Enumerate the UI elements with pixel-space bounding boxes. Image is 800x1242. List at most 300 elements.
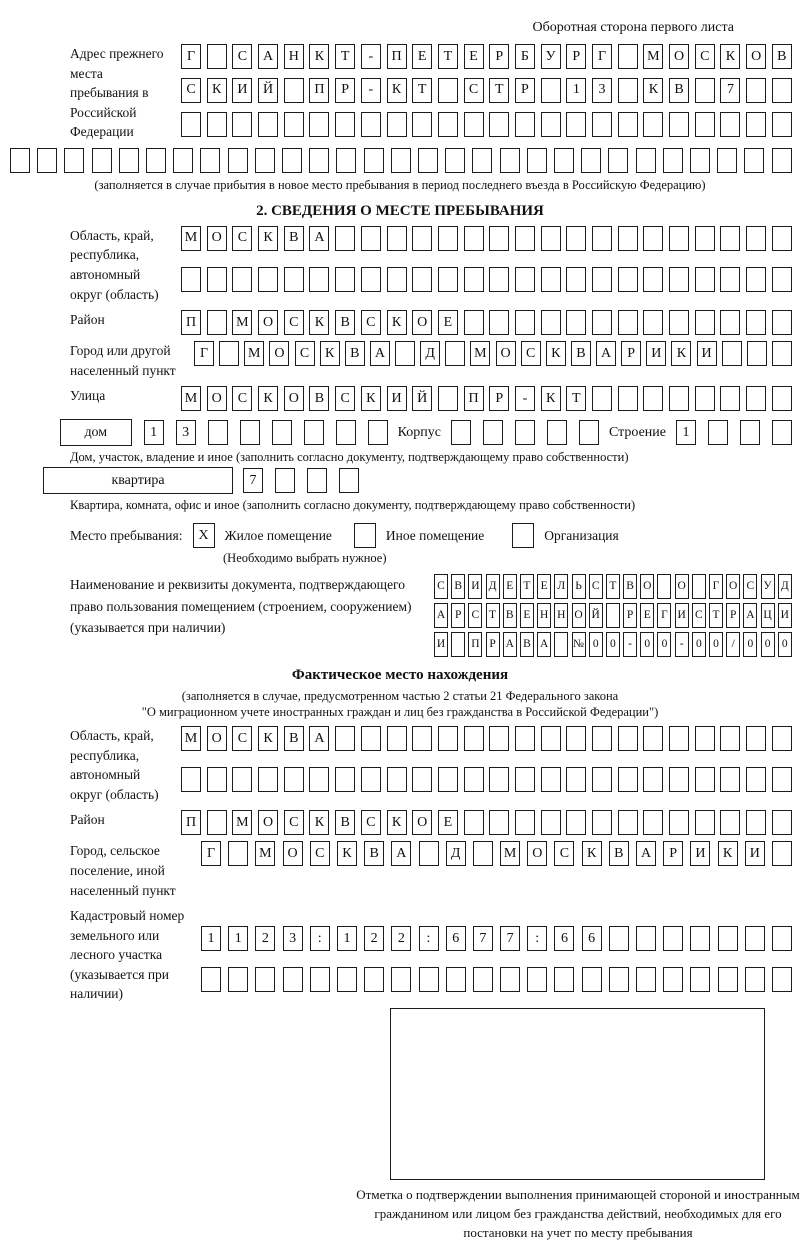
- char-cell: [746, 267, 766, 292]
- char-cell: С: [181, 78, 201, 103]
- char-cell: [566, 310, 586, 335]
- char-cell: Г: [657, 603, 671, 628]
- char-cell: [451, 632, 465, 657]
- char-cell: Д: [420, 341, 440, 366]
- char-cell: [335, 112, 355, 137]
- char-cell: К: [320, 341, 340, 366]
- char-cell: [515, 420, 535, 445]
- char-cell: А: [503, 632, 517, 657]
- char-cell: 0: [640, 632, 654, 657]
- char-cell: -: [361, 44, 381, 69]
- char-cell: [592, 112, 612, 137]
- char-cell: [692, 574, 706, 599]
- char-cell: [255, 148, 275, 173]
- char-cell: [336, 148, 356, 173]
- char-cell: В: [669, 78, 689, 103]
- char-cell: Е: [438, 810, 458, 835]
- char-cell: В: [451, 574, 465, 599]
- prev-address-note: (заполняется в случае прибытия в новое место пребывания в период последнего въезда в Российскую Федерацию): [94, 177, 706, 192]
- char-cell: [581, 148, 601, 173]
- char-cell: Ь: [572, 574, 586, 599]
- char-cell: [657, 574, 671, 599]
- char-cell: [489, 310, 509, 335]
- actual-location-note-1: (заполняется в случае, предусмотренном частью 2 статьи 21 Федерального закона: [181, 689, 619, 704]
- char-cell: [746, 310, 766, 335]
- char-cell: Г: [592, 44, 612, 69]
- char-cell: Т: [606, 574, 620, 599]
- char-cell: В: [520, 632, 534, 657]
- cadastral-row-2: [201, 967, 792, 1004]
- char-cell: 0: [589, 632, 603, 657]
- char-cell: И: [387, 386, 407, 411]
- prev-address-row-3: [181, 112, 792, 142]
- char-cell: [208, 420, 228, 445]
- char-cell: О: [207, 226, 227, 251]
- char-cell: [720, 810, 740, 835]
- char-cell: :: [310, 926, 330, 951]
- char-cell: [361, 112, 381, 137]
- char-cell: П: [181, 810, 201, 835]
- char-cell: К: [718, 841, 738, 866]
- char-cell: [255, 967, 275, 992]
- char-cell: [284, 267, 304, 292]
- actual-location-note-2: "О миграционном учете иностранных граждан и лиц без гражданства в Российской Федерации"): [141, 705, 659, 720]
- char-cell: О: [669, 44, 689, 69]
- char-cell: Е: [412, 44, 432, 69]
- char-cell: С: [361, 810, 381, 835]
- char-cell: [37, 148, 57, 173]
- char-cell: [181, 112, 201, 137]
- char-cell: К: [671, 341, 691, 366]
- char-cell: И: [778, 603, 792, 628]
- char-cell: [669, 386, 689, 411]
- char-cell: К: [541, 386, 561, 411]
- region-row-1: [181, 226, 792, 263]
- char-cell: С: [692, 603, 706, 628]
- char-cell: [207, 267, 227, 292]
- char-cell: К: [258, 386, 278, 411]
- char-cell: О: [746, 44, 766, 69]
- stay-option-organization-label: Организация: [544, 527, 619, 543]
- char-cell: [240, 420, 260, 445]
- char-cell: А: [596, 341, 616, 366]
- char-cell: [636, 148, 656, 173]
- char-cell: [387, 226, 407, 251]
- char-cell: Т: [438, 44, 458, 69]
- char-cell: А: [434, 603, 448, 628]
- char-cell: [207, 112, 227, 137]
- char-cell: К: [258, 726, 278, 751]
- char-cell: О: [269, 341, 289, 366]
- street-block: [70, 386, 792, 411]
- char-cell: [618, 112, 638, 137]
- apartment-box-label: квартира: [43, 467, 233, 494]
- char-cell: А: [309, 726, 329, 751]
- char-cell: [464, 310, 484, 335]
- char-cell: [391, 148, 411, 173]
- char-cell: [500, 148, 520, 173]
- char-cell: В: [335, 310, 355, 335]
- char-cell: [618, 78, 638, 103]
- char-cell: С: [589, 574, 603, 599]
- char-cell: [515, 267, 535, 292]
- actual-district-block: [70, 810, 792, 835]
- char-cell: В: [609, 841, 629, 866]
- char-cell: О: [258, 310, 278, 335]
- char-cell: С: [232, 226, 252, 251]
- char-cell: [92, 148, 112, 173]
- char-cell: [364, 967, 384, 992]
- char-cell: [669, 112, 689, 137]
- region-block: [70, 226, 792, 304]
- char-cell: [772, 767, 792, 792]
- char-cell: [772, 386, 792, 411]
- apartment-note: Квартира, комната, офис и иное (заполнить согласно документу, подтверждающему право собственности): [70, 498, 636, 513]
- char-cell: [720, 386, 740, 411]
- char-cell: [592, 267, 612, 292]
- cadastral-label: Кадастровый номер земельного или лесного участка (указывается при наличии): [70, 908, 185, 1002]
- char-cell: Р: [623, 603, 637, 628]
- char-cell: [412, 112, 432, 137]
- char-cell: [579, 420, 599, 445]
- char-cell: 7: [720, 78, 740, 103]
- char-cell: 1: [566, 78, 586, 103]
- actual-region-row-2: [181, 767, 792, 804]
- char-cell: [746, 726, 766, 751]
- char-cell: [464, 767, 484, 792]
- char-cell: Д: [778, 574, 792, 599]
- char-cell: И: [646, 341, 666, 366]
- char-cell: [643, 810, 663, 835]
- char-cell: [337, 967, 357, 992]
- char-cell: [387, 267, 407, 292]
- char-cell: [119, 148, 139, 173]
- char-cell: [592, 310, 612, 335]
- char-cell: [207, 810, 227, 835]
- char-cell: [527, 148, 547, 173]
- char-cell: [200, 148, 220, 173]
- prev-address-row-1: [181, 44, 792, 74]
- char-cell: И: [434, 632, 448, 657]
- page-header-note: Оборотная сторона первого листа: [532, 20, 734, 35]
- char-cell: [438, 226, 458, 251]
- char-cell: [745, 926, 765, 951]
- char-cell: [618, 44, 638, 69]
- char-cell: О: [527, 841, 547, 866]
- char-cell: К: [309, 810, 329, 835]
- char-cell: [527, 967, 547, 992]
- char-cell: Г: [201, 841, 221, 866]
- char-cell: 2: [364, 926, 384, 951]
- stay-type-row: [70, 523, 792, 548]
- char-cell: [708, 420, 728, 445]
- char-cell: 0: [761, 632, 775, 657]
- document-row-2: [434, 603, 792, 628]
- char-cell: [547, 420, 567, 445]
- confirmation-mark-note: Отметка о подтверждении выполнения принимающей стороной и иностранным гражданином или лицом без гражданства действий, необходимых для его постановки на учет по месту пребывания: [356, 1186, 800, 1240]
- char-cell: [464, 726, 484, 751]
- char-cell: [309, 767, 329, 792]
- char-cell: М: [232, 310, 252, 335]
- char-cell: [772, 810, 792, 835]
- stay-option-organization-checkbox: [512, 523, 534, 548]
- char-cell: [690, 148, 710, 173]
- stay-option-other-label: Иное помещение: [385, 527, 485, 543]
- char-cell: [566, 726, 586, 751]
- char-cell: [304, 420, 324, 445]
- char-cell: [284, 78, 304, 103]
- char-cell: О: [207, 386, 227, 411]
- document-block: [70, 574, 792, 657]
- char-cell: М: [244, 341, 264, 366]
- char-cell: А: [258, 44, 278, 69]
- char-cell: Р: [566, 44, 586, 69]
- char-cell: [695, 726, 715, 751]
- char-cell: [310, 967, 330, 992]
- char-cell: П: [309, 78, 329, 103]
- char-cell: Т: [335, 44, 355, 69]
- char-cell: 7: [500, 926, 520, 951]
- char-cell: [772, 148, 792, 173]
- house-box-label: дом: [60, 419, 132, 446]
- char-cell: С: [554, 841, 574, 866]
- char-cell: А: [391, 841, 411, 866]
- char-cell: [515, 767, 535, 792]
- char-cell: [335, 226, 355, 251]
- stroenie-cells: [676, 420, 792, 445]
- char-cell: [695, 767, 715, 792]
- char-cell: С: [743, 574, 757, 599]
- char-cell: [554, 632, 568, 657]
- char-cell: [173, 148, 193, 173]
- char-cell: [720, 226, 740, 251]
- stay-type-label: Место пребывания:: [70, 527, 183, 543]
- char-cell: [618, 267, 638, 292]
- char-cell: [566, 112, 586, 137]
- char-cell: 1: [337, 926, 357, 951]
- char-cell: Р: [489, 386, 509, 411]
- char-cell: [566, 226, 586, 251]
- char-cell: М: [255, 841, 275, 866]
- char-cell: У: [761, 574, 775, 599]
- char-cell: И: [675, 603, 689, 628]
- char-cell: Н: [537, 603, 551, 628]
- char-cell: [483, 420, 503, 445]
- char-cell: Й: [589, 603, 603, 628]
- char-cell: /: [726, 632, 740, 657]
- char-cell: [690, 926, 710, 951]
- char-cell: [438, 267, 458, 292]
- char-cell: [740, 420, 760, 445]
- char-cell: [541, 78, 561, 103]
- char-cell: П: [387, 44, 407, 69]
- char-cell: [643, 267, 663, 292]
- char-cell: 3: [592, 78, 612, 103]
- char-cell: [228, 967, 248, 992]
- char-cell: [746, 78, 766, 103]
- char-cell: О: [284, 386, 304, 411]
- char-cell: 1: [676, 420, 696, 445]
- char-cell: У: [541, 44, 561, 69]
- char-cell: К: [337, 841, 357, 866]
- char-cell: М: [470, 341, 490, 366]
- char-cell: [284, 112, 304, 137]
- char-cell: [515, 112, 535, 137]
- city-row: [194, 341, 792, 380]
- char-cell: [663, 926, 683, 951]
- char-cell: И: [232, 78, 252, 103]
- char-cell: С: [695, 44, 715, 69]
- char-cell: О: [258, 810, 278, 835]
- char-cell: [643, 726, 663, 751]
- char-cell: 3: [176, 420, 196, 445]
- char-cell: -: [675, 632, 689, 657]
- char-cell: [181, 767, 201, 792]
- char-cell: [746, 767, 766, 792]
- stay-type-note: (Необходимо выбрать нужное): [223, 551, 387, 566]
- char-cell: Р: [335, 78, 355, 103]
- char-cell: С: [284, 310, 304, 335]
- char-cell: М: [500, 841, 520, 866]
- char-cell: [695, 267, 715, 292]
- char-cell: [336, 420, 356, 445]
- char-cell: -: [515, 386, 535, 411]
- char-cell: С: [284, 810, 304, 835]
- char-cell: [368, 420, 388, 445]
- actual-region-block: [70, 726, 792, 804]
- char-cell: Б: [515, 44, 535, 69]
- char-cell: 1: [228, 926, 248, 951]
- char-cell: [418, 148, 438, 173]
- char-cell: [608, 148, 628, 173]
- char-cell: О: [726, 574, 740, 599]
- char-cell: [473, 841, 493, 866]
- char-cell: Н: [554, 603, 568, 628]
- char-cell: [643, 310, 663, 335]
- char-cell: 1: [201, 926, 221, 951]
- char-cell: [772, 267, 792, 292]
- char-cell: [718, 926, 738, 951]
- char-cell: [772, 420, 792, 445]
- char-cell: 2: [391, 926, 411, 951]
- char-cell: [232, 767, 252, 792]
- char-cell: [201, 967, 221, 992]
- char-cell: [335, 726, 355, 751]
- char-cell: К: [309, 44, 329, 69]
- actual-district-label: Район: [70, 812, 105, 828]
- char-cell: [232, 267, 252, 292]
- char-cell: [412, 226, 432, 251]
- actual-city-block: [70, 841, 792, 900]
- char-cell: А: [370, 341, 390, 366]
- char-cell: 7: [473, 926, 493, 951]
- char-cell: Д: [446, 841, 466, 866]
- document-row-1: [434, 574, 792, 599]
- char-cell: [695, 226, 715, 251]
- char-cell: С: [295, 341, 315, 366]
- char-cell: [720, 310, 740, 335]
- char-cell: [10, 148, 30, 173]
- char-cell: [592, 810, 612, 835]
- char-cell: [445, 341, 465, 366]
- char-cell: В: [284, 226, 304, 251]
- char-cell: [663, 148, 683, 173]
- char-cell: С: [232, 44, 252, 69]
- stay-option-residential-checkbox: X: [193, 523, 215, 548]
- char-cell: [541, 767, 561, 792]
- char-cell: О: [412, 310, 432, 335]
- char-cell: 6: [554, 926, 574, 951]
- char-cell: [489, 267, 509, 292]
- char-cell: [438, 78, 458, 103]
- char-cell: [258, 112, 278, 137]
- street-label: Улица: [70, 388, 106, 404]
- char-cell: [419, 967, 439, 992]
- char-cell: [695, 78, 715, 103]
- char-cell: [64, 148, 84, 173]
- char-cell: [592, 386, 612, 411]
- char-cell: [438, 726, 458, 751]
- char-cell: [232, 112, 252, 137]
- district-label: Район: [70, 312, 105, 328]
- char-cell: [669, 726, 689, 751]
- char-cell: С: [335, 386, 355, 411]
- char-cell: [207, 44, 227, 69]
- char-cell: [746, 810, 766, 835]
- char-cell: П: [468, 632, 482, 657]
- char-cell: И: [690, 841, 710, 866]
- char-cell: Р: [451, 603, 465, 628]
- char-cell: П: [181, 310, 201, 335]
- char-cell: [606, 603, 620, 628]
- char-cell: Т: [489, 78, 509, 103]
- char-cell: С: [232, 726, 252, 751]
- char-cell: [283, 967, 303, 992]
- actual-city-label: Город, сельское поселение, иной населенный пункт: [70, 843, 176, 898]
- char-cell: 0: [743, 632, 757, 657]
- char-cell: [419, 841, 439, 866]
- apartment-row: [43, 467, 792, 494]
- char-cell: [643, 112, 663, 137]
- char-cell: [335, 267, 355, 292]
- char-cell: [772, 841, 792, 866]
- char-cell: [618, 310, 638, 335]
- char-cell: [438, 386, 458, 411]
- char-cell: К: [258, 226, 278, 251]
- house-row: [60, 419, 792, 446]
- char-cell: Е: [640, 603, 654, 628]
- char-cell: [272, 420, 292, 445]
- char-cell: Р: [663, 841, 683, 866]
- char-cell: [489, 810, 509, 835]
- char-cell: [489, 767, 509, 792]
- char-cell: [618, 767, 638, 792]
- char-cell: [669, 267, 689, 292]
- char-cell: [207, 310, 227, 335]
- char-cell: О: [675, 574, 689, 599]
- char-cell: [361, 226, 381, 251]
- char-cell: [500, 967, 520, 992]
- document-label: Наименование и реквизиты документа, подтверждающего право пользования помещением (строением, сооружением) (указывается при наличии): [70, 577, 412, 636]
- char-cell: [772, 726, 792, 751]
- char-cell: Н: [284, 44, 304, 69]
- char-cell: 1: [144, 420, 164, 445]
- char-cell: В: [335, 810, 355, 835]
- char-cell: О: [572, 603, 586, 628]
- char-cell: [275, 468, 295, 493]
- prev-address-label: Адрес прежнего места пребывания в Российской Федерации: [70, 46, 164, 140]
- char-cell: М: [232, 810, 252, 835]
